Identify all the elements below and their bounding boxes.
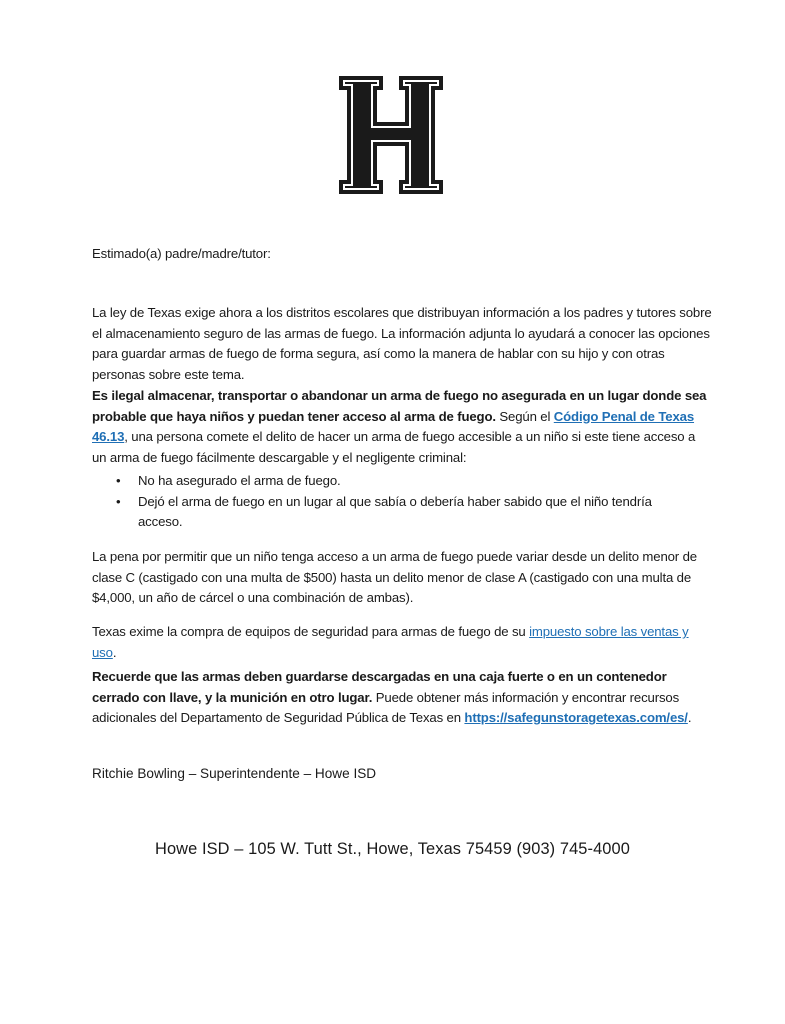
bullet-icon: • xyxy=(116,493,121,509)
varsity-letter-h-logo xyxy=(337,74,445,196)
signature: Ritchie Bowling – Superintendente – Howe ISD xyxy=(92,766,377,781)
list-item: • No ha asegurado el arma de fuego. xyxy=(92,471,692,492)
conditions-list xyxy=(92,471,692,533)
law-bold-text: Es ilegal almacenar, transportar o abandonar un arma de fuego no asegurada en un lugar donde sea probable que haya niños y puedan tener acceso al arma de fuego. xyxy=(92,388,707,424)
footer-address: Howe ISD – 105 W. Tutt St., Howe, Texas 75459 (903) 745-4000 xyxy=(155,840,630,858)
tax-paragraph: Texas exime la compra de equipos de seguridad para armas de fuego de su impuesto sobre las ventas y uso. xyxy=(92,624,689,660)
greeting: Estimado(a) padre/madre/tutor: xyxy=(92,246,271,261)
law-paragraph xyxy=(92,386,712,468)
list-item: • Dejó el arma de fuego en un lugar al que sabía o debería haber sabido que el niño tendría acceso. xyxy=(116,493,652,529)
penal-code-link[interactable]: Código Penal de Texas 46.13 xyxy=(92,408,695,444)
reminder-bold-text: Recuerde que las armas deben guardarse descargadas en una caja fuerte o en un contenedor cerrado con llave, y la munición en otro lugar. xyxy=(92,669,667,705)
safe-gun-storage-link[interactable]: https://safegunstoragetexas.com/es/ xyxy=(464,710,688,725)
bullet-icon: • xyxy=(116,473,121,488)
law-text-after-link: , una persona comete el delito de hacer un arma de fuego accesible a un niño si este tiene acceso a un arma de fuego fácilmente descargable y el negligente criminal: xyxy=(92,429,696,465)
reminder-paragraph: Recuerde que las armas deben guardarse descargadas en una caja fuerte o en un contenedor cerrado con llave, y la munición en otro lugar. Puede obtener más información y encontrar recursos adicionales del Departamento de Seguridad Pública de Texas en https://safegunstoragetexas.com/es/. xyxy=(92,669,692,725)
intro-paragraph: La ley de Texas exige ahora a los distritos escolares que distribuyan información a los padres y tutores sobre el almacenamiento seguro de las armas de fuego. La información adjunta lo ayudará a conocer las opciones para guardar armas de fuego de forma segura, así como la manera de hablar con su hijo y con otras personas sobre este tema. xyxy=(92,305,712,382)
sales-tax-link[interactable]: impuesto sobre las ventas y uso xyxy=(92,624,689,660)
penalty-paragraph: La pena por permitir que un niño tenga acceso a un arma de fuego puede variar desde un delito menor de clase C (castigado con una multa de $500) hasta un delito menor de clase A (castigado con una multa de $4,000, un año de cárcel o una combinación de ambas). xyxy=(92,549,697,605)
law-text-before-link: Según el xyxy=(495,408,554,424)
